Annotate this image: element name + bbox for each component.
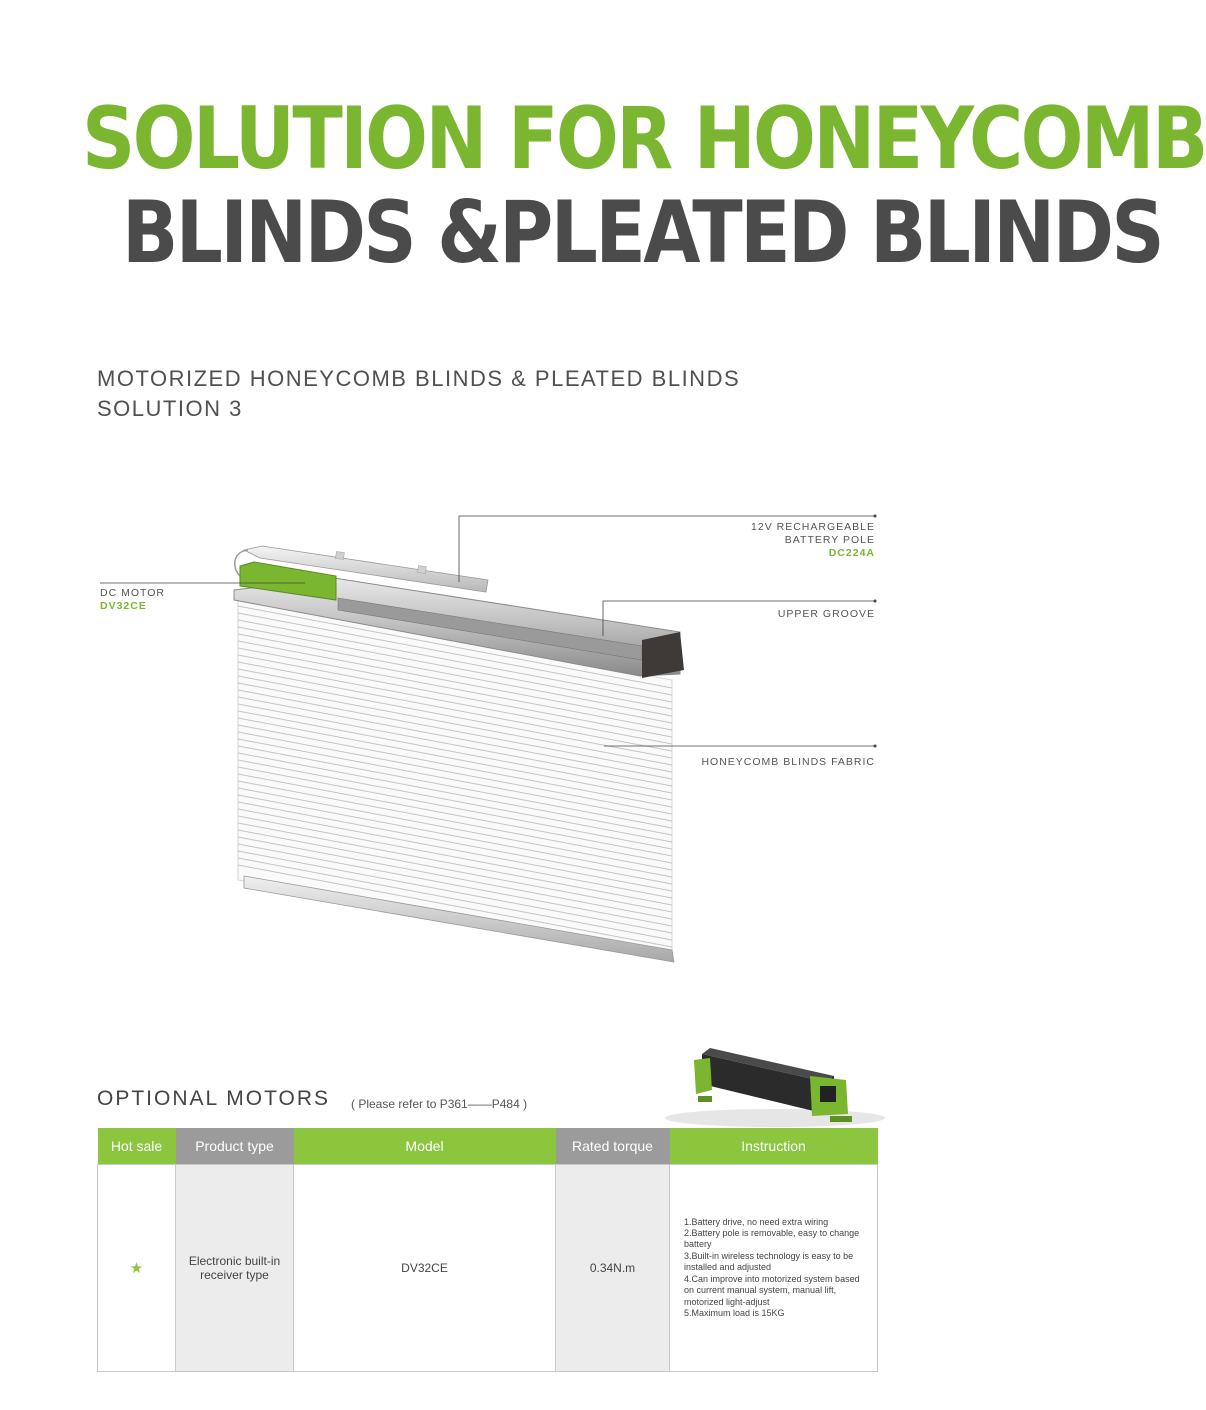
cell-model: DV32CE xyxy=(294,1165,556,1372)
optional-motors-title: OPTIONAL MOTORS xyxy=(97,1087,331,1110)
title-line-1: SOLUTION FOR HONEYCOMB xyxy=(82,89,1206,189)
callout-battery-pole xyxy=(680,521,875,560)
subtitle-line-1: MOTORIZED HONEYCOMB BLINDS & PLEATED BLINDS xyxy=(97,366,741,391)
optional-motors-note: ( Please refer to P361——P484 ) xyxy=(351,1097,528,1111)
cell-product-type: Electronic built-in receiver type xyxy=(176,1165,294,1372)
header-hot-sale: Hot sale xyxy=(98,1128,176,1165)
star-icon: ★ xyxy=(129,1260,144,1277)
battery-code: DC224A xyxy=(828,547,875,559)
motor-label: DC MOTOR xyxy=(100,587,165,599)
motor-code: DV32CE xyxy=(100,600,147,612)
cell-torque: 0.34N.m xyxy=(556,1165,670,1372)
motor-table xyxy=(97,1128,878,1372)
callout-dc-motor xyxy=(100,587,165,613)
instruction-item: 5.Maximum load is 15KG xyxy=(684,1307,785,1318)
subtitle-line-2: SOLUTION 3 xyxy=(97,396,243,421)
motor-product-image xyxy=(650,1040,900,1130)
title-line-2: BLINDS &PLEATED BLINDS xyxy=(122,183,1163,283)
end-cap xyxy=(642,632,684,678)
instruction-item: 4.Can improve into motorized system based on current manual system, manual lift, motorized light-adjust xyxy=(684,1273,860,1307)
header-product-type: Product type xyxy=(176,1128,294,1165)
battery-label-1: 12V RECHARGEABLE xyxy=(751,521,875,533)
header-rated-torque: Rated torque xyxy=(556,1128,670,1165)
instruction-item: 3.Built-in wireless technology is easy to be installed and adjusted xyxy=(684,1250,854,1273)
table-header-row xyxy=(98,1128,878,1165)
header-model: Model xyxy=(294,1128,556,1165)
table-row xyxy=(98,1165,878,1372)
instruction-item: 1.Battery drive, no need extra wiring xyxy=(684,1216,829,1227)
instruction-item: 2.Battery pole is removable, easy to change battery xyxy=(684,1228,860,1250)
cell-instruction xyxy=(670,1165,878,1372)
cell-hot-sale xyxy=(98,1165,176,1372)
header-instruction: Instruction xyxy=(670,1128,878,1165)
callout-fabric: HONEYCOMB BLINDS FABRIC xyxy=(701,756,875,768)
callout-upper-groove: UPPER GROOVE xyxy=(777,608,875,620)
battery-label-2: BATTERY POLE xyxy=(784,534,875,546)
